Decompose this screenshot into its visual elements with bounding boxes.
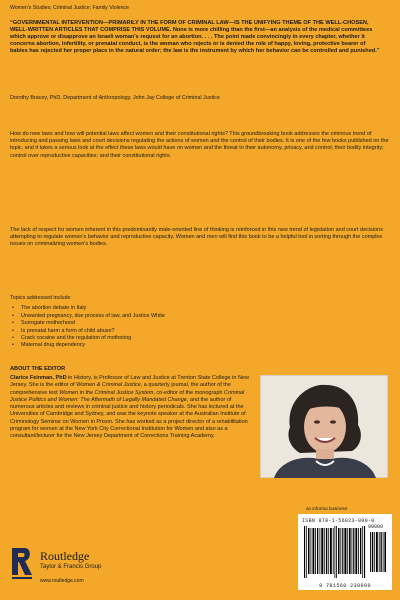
price-code: 90000	[368, 524, 384, 530]
bio-text: in History, is Professor of Law and Justice at Trenton State College in New Jersey. She is the editor of	[10, 375, 249, 389]
monograph-title: Criminal Justice Politics and Women: The Aftermath of Legally Mandated Change	[10, 389, 245, 403]
bio-text: , and the author of numerous articles and reviews in criminal justice and history periodicals. She has lectured at the Universities of Cambridge and Sydney, and was the keynote speaker at the Australian Institute of Criminology Seminar on Women in Prison. She has worked as a project director of a rehabilitation program for women at the New York City Correctional Institution for Women and also as a consultant/lecturer for the New Jersey Department of Corrections Training Academy.	[10, 396, 248, 440]
publisher-name: Routledge	[40, 549, 90, 563]
about-editor-heading: ABOUT THE EDITOR	[10, 366, 66, 372]
isbn-text: ISBN 978-1-56023-009-0	[302, 518, 375, 524]
review-quote: “GOVERNMENTAL INTERVENTION—PRIMARILY IN THE FORM OF CRIMINAL LAW—IS THE UNIFYING THEME OF THE WELL-CHOSEN, WELL-WRITTEN ARTICLES THAT COMPRISE THIS VOLUME. None is more chilling than the first—an analysis of the medical committees which approve or disapprove an Israeli woman's request for an abortion. . . . The point made convincingly in every chapter, whether it concerns abortion, infertility, or prenatal conduct, is the woman who rejects or is denied the role of happy, loving, protective bearer of babies has rejected her proper place in the natural order; the law is the instrument by which her behavior can be controlled and punished.”	[10, 20, 380, 55]
bio-text: , a quarterly journal, the author of the comprehensive text	[10, 382, 231, 396]
topic-item: • Crack cocaine and the regulation of mothering	[10, 335, 310, 342]
informa-line: an informa business	[306, 506, 348, 511]
topic-item: • Maternal drug dependency	[10, 342, 310, 349]
editor-photo	[260, 375, 388, 478]
about-editor-text	[10, 375, 392, 480]
barcode-box	[298, 514, 392, 590]
publisher-website: www.routledge.com	[40, 578, 84, 584]
topic-item: • Unwanted pregnancy, due process of law, and Justice White	[10, 313, 310, 320]
topic-item: • Surrogate motherhood	[10, 320, 310, 327]
topics-list	[10, 305, 310, 349]
routledge-logo-icon	[10, 545, 34, 589]
ean-number: 9 781560 230090	[319, 583, 371, 589]
topic-item: • Is prenatal harm a form of child abuse?	[10, 328, 310, 335]
journal-title: Women & Criminal Justice	[76, 382, 141, 389]
category-line: Women's Studies; Criminal Justice; Family Violence	[10, 5, 130, 11]
description-paragraph-2: The lack of respect for women inherent in this predominantly male-oriented line of thinking is reinforced in this new trend of legislation and court decisions attempting to regulate women's behavior and reproductive capacity. Women and men will find this book to be a helpful tool in sorting through the complex issues on criminalizing women's bodies.	[10, 227, 383, 248]
publisher-group: Taylor & Francis Group	[40, 564, 102, 570]
topics-section	[10, 295, 310, 350]
topic-item: • The abortion debate in Italy	[10, 305, 310, 312]
quote-attribution: Dorothy Bracey, PhD, Department of Anthropology, John Jay College of Criminal Justice	[10, 95, 220, 101]
description-paragraph-1: How do new laws and how will potential laws affect women and their constitutional rights? This groundbreaking book addresses the ominous trend of introducing and passing laws and court decisions regulating the actions of women and the control of their bodies. It is one of the few books published on the topic, and it takes a serious look at the effect these laws would have on women and the threat to their autonomy, privacy, and control; their bodily integrity; control over reproductive capacities; and their constitutional rights.	[10, 131, 389, 159]
topics-heading: Topics addressed include	[10, 295, 71, 301]
editor-name: Clarice Feinman, PhD	[10, 375, 67, 381]
book-title: Women in the Criminal Justice System	[59, 389, 154, 396]
bio-text: , co-editor of the monograph	[153, 389, 224, 396]
